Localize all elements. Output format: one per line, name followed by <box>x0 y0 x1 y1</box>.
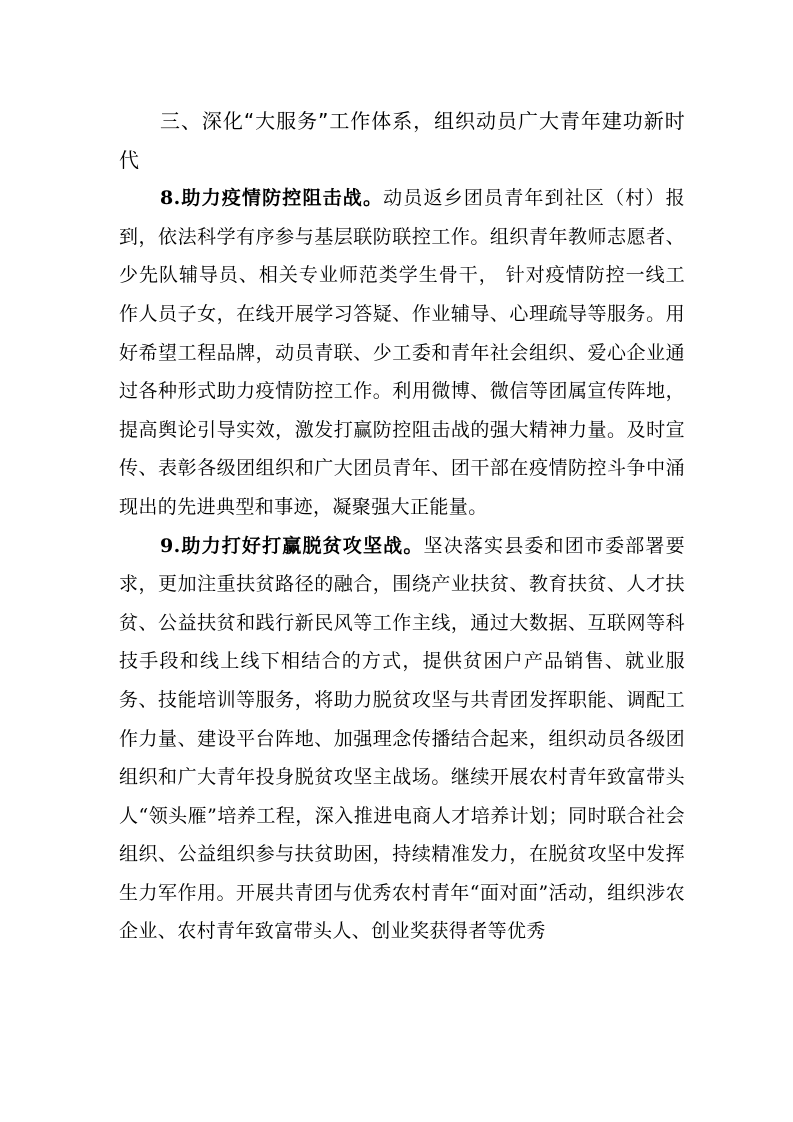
paragraph-8-body: 动员返乡团员青年到社区（村）报到，依法科学有序参与基层联防联控工作。组织青年教师志愿者、少先队辅导员、相关专业师范类学生骨干， 针对疫情防控一线工作人员子女，在线开展学习答疑、作业辅导、心理疏导等服务。用好希望工程品牌，动员青联、少工委和青年社会组织、爱心企业通过各种形式助力疫情防控工作。利用微博、微信等团属宣传阵地，提高舆论引导实效，激发打赢防控阻击战的强大精神力量。及时宣传、表彰各级团组织和广大团员青年、团干部在疫情防控斗争中涌现出的先进典型和事迹，凝聚强大正能量。 <box>119 187 685 518</box>
paragraph-8 <box>119 179 685 526</box>
section-heading: 三、深化“大服务”工作体系，组织动员广大青年建功新时代 <box>119 109 685 172</box>
paragraph-9-lead: 9.助力打好打赢脱贫攻坚战。 <box>160 534 424 557</box>
paragraph-8-lead: 8.助力疫情防控阻击战。 <box>160 187 384 210</box>
document-body <box>119 102 685 951</box>
paragraph-9 <box>119 527 685 952</box>
paragraph-9-body: 坚决落实县委和团市委部署要求，更加注重扶贫路径的融合，围绕产业扶贫、教育扶贫、人才扶贫、公益扶贫和践行新民风等工作主线，通过大数据、互联网等科技手段和线上线下相结合的方式，提供贫困户产品销售、就业服务、技能培训等服务，将助力脱贫攻坚与共青团发挥职能、调配工作力量、建设平台阵地、加强理念传播结合起来，组织动员各级团组织和广大青年投身脱贫攻坚主战场。继续开展农村青年致富带头人“领头雁”培养工程，深入推进电商人才培养计划；同时联合社会组织、公益组织参与扶贫助困，持续精准发力，在脱贫攻坚中发挥生力军作用。开展共青团与优秀农村青年“面对面”活动，组织涉农企业、农村青年致富带头人、创业奖获得者等优秀 <box>119 534 686 943</box>
